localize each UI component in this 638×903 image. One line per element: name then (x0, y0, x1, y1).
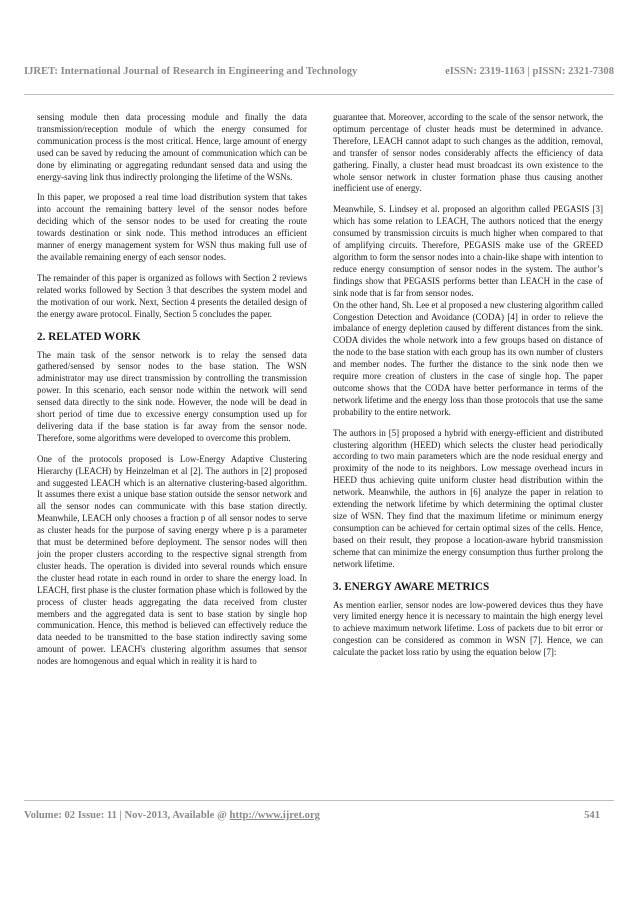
paragraph: One of the protocols proposed is Low-Energy Adaptive Clustering Hierarchy (LEACH) by Heinzelman et al [2]. The authors in [2] proposed and suggested LEACH which is an alternative clustering-based algorithm. It assumes there exist a unique base station outside the sensor network and all the sensor nodes can communicate with this base station directly. Meanwhile, LEACH only chooses a fraction p of all sensor nodes to serve as cluster heads for the purpose of saving energy where p is a parameter that must be determined before deployment. The sensor nodes will then join the proper clusters according to the respective signal strength from cluster heads. The operation is divided into several rounds which ensure the cluster head rotate in each round in order to share the energy load. In LEACH, first phase is the cluster formation phase which is followed by the process of cluster heads aggregating the data received from cluster members and the aggregated data is sent to base station by single hop communication. Hence, this method is believed can effectively reduce the data needed to be transmitted to the base station indirectly saving some amount of power. LEACH's clustering algorithm assumes that sensor nodes are homogenous and equal which in reality it is hard to (37, 453, 307, 667)
paragraph: The remainder of this paper is organized as follows with Section 2 reviews related works followed by Section 3 that describes the system model and the motivation of our work. Next, Section 4 presents the detailed design of the energy aware protocol. Finally, Section 5 concludes the paper. (37, 272, 307, 319)
volume-text: Volume: 02 Issue: 11 | Nov-2013, Available @ (24, 810, 230, 821)
paragraph: On the other hand, Sh. Lee et al proposed a new clustering algorithm called Congestion Detection and Avoidance (CODA) [4] in order to relieve the imbalance of energy depletion caused by different distances from the sink. CODA divides the whole network into a few groups based on distance of the node to the base station with each group has its own number of clusters and member nodes. The further the distance to the sink node then we require more creation of clusters in the case of single hop. The paper outcome shows that the CODA have better performance in terms of the network lifetime and the energy loss than those protocols that use the same probability to the entire network. (333, 299, 603, 417)
paragraph: As mention earlier, sensor nodes are low-powered devices thus they have very limited energy hence it is necessary to maintain the high energy level to achieve maximum network lifetime. Loss of packets due to bit error or congestion can be considered as common in WSN [7]. Hence, we can calculate the packet loss ratio by using the equation below [7]: (333, 599, 603, 658)
paragraph: In this paper, we proposed a real time load distribution system that takes into account the remaining battery level of the sensor nodes before deciding which of the sensor nodes to be used for creating the route towards destination or sink node. This method introduces an efficient manner of energy management system for WSN thus making full use of the available remaining energy of each sensor nodes. (37, 192, 307, 262)
paragraph: The authors in [5] proposed a hybrid with energy-efficient and distributed clustering algorithm (HEED) which selects the cluster head periodically according to two main parameters which are the node residual energy and proximity of the node to its neighbors. Low message overhead incurs in HEED thus achieving quite uniform cluster head distribution within the network. Meanwhile, the authors in [6] analyze the paper in relation to extending the network lifetime by which determining the optimal cluster size of WSN. They find that the maximum lifetime or minimum energy consumption can be achieved for certain optimal sizes of the cells. Hence, based on their result, they propose a location-aware hybrid transmission scheme that can minimize the energy consumption thus further prolong the network lifetime. (333, 427, 603, 569)
paragraph: sensing module then data processing module and finally the data transmission/reception module of which the energy consumed for communication process is the most critical. Hence, large amount of energy used can be saved by reducing the amount of communication which can be done by eliminating or aggregating redundant sensed data and using the energy-saving link thus indirectly prolonging the lifetime of the WSNs. (37, 112, 307, 182)
page-number: 541 (584, 810, 600, 821)
journal-title: IJRET: International Journal of Research in Engineering and Technology (24, 66, 358, 77)
running-footer (24, 800, 614, 821)
right-column (333, 112, 603, 668)
section-heading-related-work: 2. RELATED WORK (37, 330, 141, 343)
paragraph: The main task of the sensor network is to relay the sensed data gathered/sensed by sensor nodes to the base station. The WSN administrator may use direct transmission by controlling the transmission power. In this scenario, each sensor node within the network will send sensed data directly to the sink node. However, the node will be dead in short period of time due to excessive energy consumption used up for delivering data if the base station is far away from the sensor node. Therefore, some algorithms were developed to overcome this problem. (37, 349, 307, 443)
paragraph: guarantee that. Moreover, according to the scale of the sensor network, the optimum percentage of cluster heads must be determined in advance. Therefore, LEACH cannot adapt to such changes as the addition, removal, and transfer of sensor nodes considerably affects the efficiency of data gathering. Finally, a cluster head must broadcast its own existence to the whole sensor network in cluster formation phase thus causing another inefficient use of energy. (333, 112, 603, 194)
volume-info (24, 810, 320, 821)
paragraph: Meanwhile, S. Lindsey et al. proposed an algorithm called PEGASIS [3] which has some relation to LEACH, The authors noticed that the energy consumed by transmission circuits is much higher when compared to that of amplifying circuits. Therefore, PEGASIS make use of the GREED algorithm to form the sensor nodes into a chain-like shape with intention to reduce energy consumption of sensor nodes in the system. The author’s findings show that PEGASIS performs better than LEACH in the case of sink node that is far from sensor nodes. (333, 204, 603, 298)
issn-info: eISSN: 2319-1163 | pISSN: 2321-7308 (445, 66, 614, 77)
section-heading-energy-aware-metrics: 3. ENERGY AWARE METRICS (333, 580, 490, 593)
journal-link[interactable]: http://www.ijret.org (229, 810, 320, 821)
running-header (24, 66, 614, 95)
left-column (37, 112, 307, 677)
